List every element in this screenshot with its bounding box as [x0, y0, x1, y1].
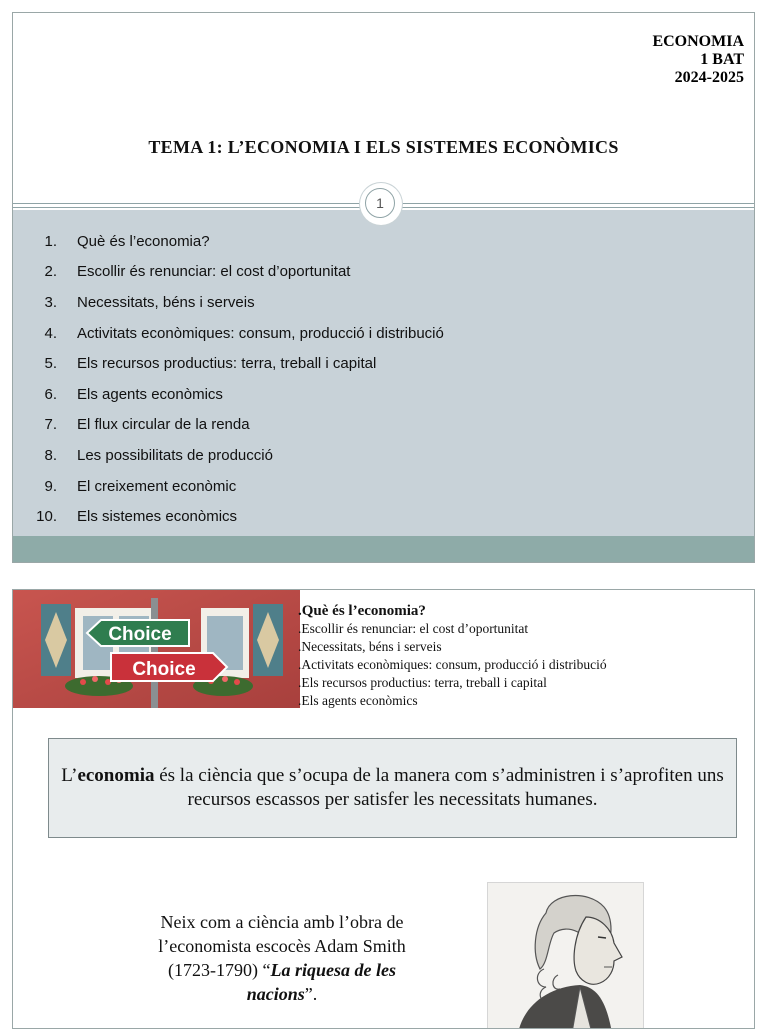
- toc-item: [29, 226, 444, 257]
- toc-item-number: 9.: [44, 477, 57, 495]
- toc-item-label: Les possibilitats de producció: [77, 446, 273, 464]
- toc-item-label: Què és l’economia?: [77, 232, 210, 250]
- sign-label-top: Choice: [108, 624, 172, 645]
- toc-item-label: El creixement econòmic: [77, 477, 237, 495]
- toc-item-number: 7.: [44, 416, 57, 434]
- table-of-contents: [29, 226, 444, 532]
- toc-item: [29, 410, 444, 441]
- slide-1: [12, 12, 755, 563]
- choice-signpost-photo: [13, 590, 300, 708]
- toc-item: [29, 348, 444, 379]
- course-level: 1 BAT: [700, 51, 744, 68]
- toc-item-label: El flux circular de la renda: [77, 416, 250, 434]
- slide-2: [12, 589, 755, 1029]
- portrait-illustration: [488, 883, 644, 1029]
- slide-number: 1: [365, 188, 395, 218]
- adam-smith-portrait: [487, 882, 644, 1029]
- footer-bar: [13, 536, 754, 562]
- course-info: [652, 33, 744, 87]
- toc-item: [29, 257, 444, 288]
- toc-item-number: 10.: [36, 508, 57, 526]
- adam-smith-note: [143, 910, 421, 1006]
- smith-end: ”.: [304, 984, 318, 1004]
- definition-box: [48, 738, 737, 838]
- toc-item-label: Escollir és renunciar: el cost d’oportunitat: [77, 263, 351, 281]
- toc-item: [29, 379, 444, 410]
- list-item: .Activitats econòmiques: consum, producció i distribució: [298, 657, 607, 672]
- toc-item-label: Els sistemes econòmics: [77, 508, 238, 526]
- toc-item-number: 3.: [44, 293, 57, 311]
- list-item: .Els agents econòmics: [298, 693, 418, 708]
- sign-label-bottom: Choice: [132, 659, 196, 680]
- toc-item-label: Activitats econòmiques: consum, producció i distribució: [77, 324, 444, 342]
- list-item: .Escollir és renunciar: el cost d’oportunitat: [298, 621, 529, 636]
- course-subject: ECONOMIA: [652, 33, 744, 50]
- toc-item-number: 6.: [44, 385, 57, 403]
- toc-item-number: 2.: [44, 263, 57, 281]
- definition-before: L’: [61, 765, 78, 786]
- toc-item-number: 8.: [44, 446, 57, 464]
- slide2-topic-list: [298, 602, 607, 710]
- list-item: .Necessitats, béns i serveis: [298, 639, 442, 654]
- toc-item-label: Els recursos productius: terra, treball i capital: [77, 355, 377, 373]
- definition-text: [55, 764, 730, 812]
- smith-book-title: La riquesa de les nacions: [246, 960, 396, 1004]
- toc-item: [29, 440, 444, 471]
- choice-photo-illustration: [13, 590, 300, 708]
- toc-item-label: Necessitats, béns i serveis: [77, 293, 255, 311]
- toc-item-number: 5.: [44, 355, 57, 373]
- slide-title: TEMA 1: L’ECONOMIA I ELS SISTEMES ECONÒMICS: [148, 137, 619, 157]
- smith-text: Neix com a ciència amb l’obra de l’economista escocès Adam Smith (1723-1790) “: [158, 912, 406, 980]
- toc-item: [29, 471, 444, 502]
- toc-item: [29, 287, 444, 318]
- definition-after: és la ciència que s’ocupa de la manera com s’administren i s’aprofiten uns recursos escassos per satisfer les necessitats humanes.: [154, 765, 724, 810]
- toc-item-number: 4.: [44, 324, 57, 342]
- list-item: .Què és l’economia?: [298, 603, 426, 619]
- definition-term: economia: [77, 765, 155, 786]
- toc-item: [29, 501, 444, 532]
- list-item: .Els recursos productius: terra, treball i capital: [298, 675, 547, 690]
- slide-number-badge: [360, 183, 402, 225]
- course-year: 2024-2025: [674, 69, 744, 86]
- toc-item: [29, 318, 444, 349]
- toc-item-number: 1.: [44, 232, 57, 250]
- toc-item-label: Els agents econòmics: [77, 385, 223, 403]
